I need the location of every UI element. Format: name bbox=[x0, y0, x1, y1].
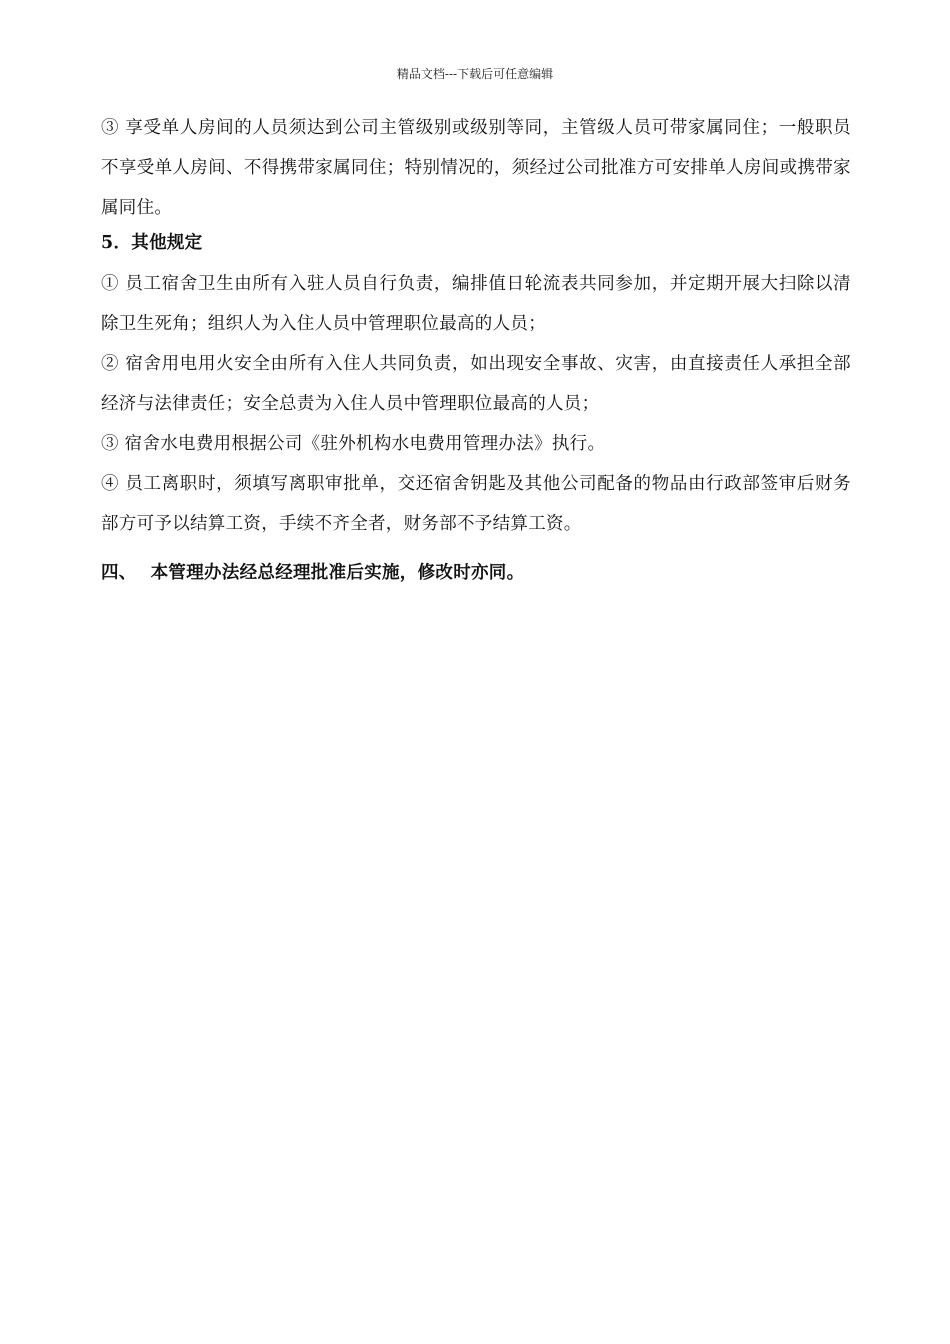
page-header: 精品文档---下载后可任意编辑 bbox=[396, 67, 554, 81]
final-clause-number: 四、 bbox=[101, 563, 137, 583]
list-item-hygiene: ① 员工宿舍卫生由所有入驻人员自行负责，编排值日轮流表共同参加，并定期开展大扫除以清除卫生死角；组织人为入住人员中管理职位最高的人员； bbox=[101, 274, 851, 334]
list-item-utility-fees: ③ 宿舍水电费用根据公司《驻外机构水电费用管理办法》执行。 bbox=[101, 434, 606, 454]
final-clause-text: 本管理办法经总经理批准后实施，修改时亦同。 bbox=[150, 563, 525, 583]
document-body bbox=[101, 108, 851, 588]
final-clause bbox=[101, 558, 851, 588]
list-item-fire-safety: ② 宿舍用电用火安全由所有入住人共同负责，如出现安全事故、灾害，由直接责任人承担全部经济与法律责任；安全总责为入住人员中管理职位最高的人员； bbox=[101, 354, 851, 414]
paragraph-single-room-rule: ③ 享受单人房间的人员须达到公司主管级别或级别等同，主管级人员可带家属同住；一般职员不享受单人房间、不得携带家属同住；特别情况的，须经过公司批准方可安排单人房间或携带家属同住。 bbox=[101, 118, 851, 218]
section-heading-other-rules: 5．其他规定 bbox=[101, 233, 203, 253]
list-item-resignation: ④ 员工离职时，须填写离职审批单，交还宿舍钥匙及其他公司配备的物品由行政部签审后财务部方可予以结算工资，手续不齐全者，财务部不予结算工资。 bbox=[101, 474, 851, 534]
